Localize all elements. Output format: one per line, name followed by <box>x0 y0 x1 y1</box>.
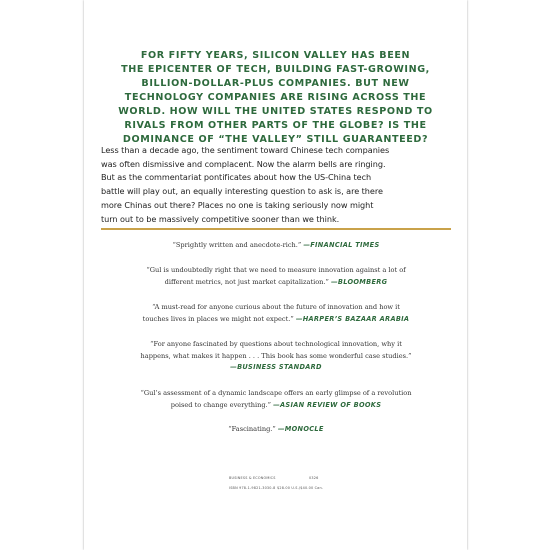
review-quote-monocle <box>104 424 448 436</box>
blurb-paragraph <box>101 144 451 226</box>
footer-price: $28.00 U.S./$40.00 Can. <box>277 486 324 490</box>
quote-source: —BLOOMBERG <box>330 277 388 286</box>
divider-rule <box>101 228 451 230</box>
review-quote-business-standard <box>104 339 448 374</box>
headline-line: RIVALS FROM OTHER PARTS OF THE GLOBE? IS THE <box>124 120 427 131</box>
footer-isbn: ISBN 978-1-9821-3030-8 <box>229 486 276 490</box>
footer-price-code: 0326 <box>309 476 319 480</box>
review-quote-asian-review-of-books <box>104 388 448 411</box>
review-quote-financial-times <box>104 240 448 252</box>
headline-line: THE EPICENTER OF TECH, BUILDING FAST-GROWING, <box>121 64 430 75</box>
quote-text: happens, what makes it happen . . . This book has some wonderful case studies.” <box>140 351 412 360</box>
headline-line: DOMINANCE OF “THE VALLEY” STILL GUARANTEED? <box>122 134 429 145</box>
review-quote-bloomberg <box>104 265 448 288</box>
book-back-cover <box>84 0 467 550</box>
quote-text: “A must-read for anyone curious about the future of innovation and how it <box>152 303 400 311</box>
quote-source: —MONOCLE <box>277 425 324 433</box>
blurb-line: But as the commentariat pontificates about how the US-China tech <box>101 172 372 183</box>
quote-text: poised to change everything.” <box>170 400 274 409</box>
quote-text: touches lives in places we might not expect.” <box>142 314 296 323</box>
review-quote-harpers-bazaar-arabia <box>104 302 448 325</box>
quote-source: —HARPER’S BAZAAR ARABIA <box>295 314 410 323</box>
quote-text: “Fascinating.” <box>228 425 278 433</box>
quote-source: —BUSINESS STANDARD <box>230 363 322 371</box>
headline-line: WORLD. HOW WILL THE UNITED STATES RESPOND TO <box>118 106 433 117</box>
footer-category: BUSINESS & ECONOMICS <box>229 476 276 480</box>
quote-text: “For anyone fascinated by questions about technological innovation, why it <box>150 340 402 348</box>
quote-text: “Gul is undoubtedly right that we need to measure innovation against a lot of <box>146 266 406 274</box>
blurb-line: turn out to be massively competitive sooner than we think. <box>101 213 340 224</box>
blurb-line: was often dismissive and complacent. Now the alarm bells are ringing. <box>101 158 386 169</box>
quote-text: “Gul’s assessment of a dynamic landscape offers an early glimpse of a revolution <box>140 389 412 397</box>
headline-line: TECHNOLOGY COMPANIES ARE RISING ACROSS THE <box>124 92 427 103</box>
blurb-line: more Chinas out there? Places no one is taking seriously now might <box>101 199 374 210</box>
headline-line: FOR FIFTY YEARS, SILICON VALLEY HAS BEEN <box>140 50 411 61</box>
quote-text: “Sprightly written and anecdote-rich.” <box>172 241 304 249</box>
headline <box>109 49 442 147</box>
headline-line: BILLION-DOLLAR-PLUS COMPANIES. BUT NEW <box>141 78 410 89</box>
quote-source: —FINANCIAL TIMES <box>303 241 380 249</box>
blurb-line: battle will play out, an equally interesting question to ask is, are there <box>101 186 383 197</box>
quote-source: —ASIAN REVIEW OF BOOKS <box>273 400 382 409</box>
blurb-line: Less than a decade ago, the sentiment toward Chinese tech companies <box>101 145 390 155</box>
quote-text: different metrics, not just market capitalization.” <box>164 277 331 286</box>
